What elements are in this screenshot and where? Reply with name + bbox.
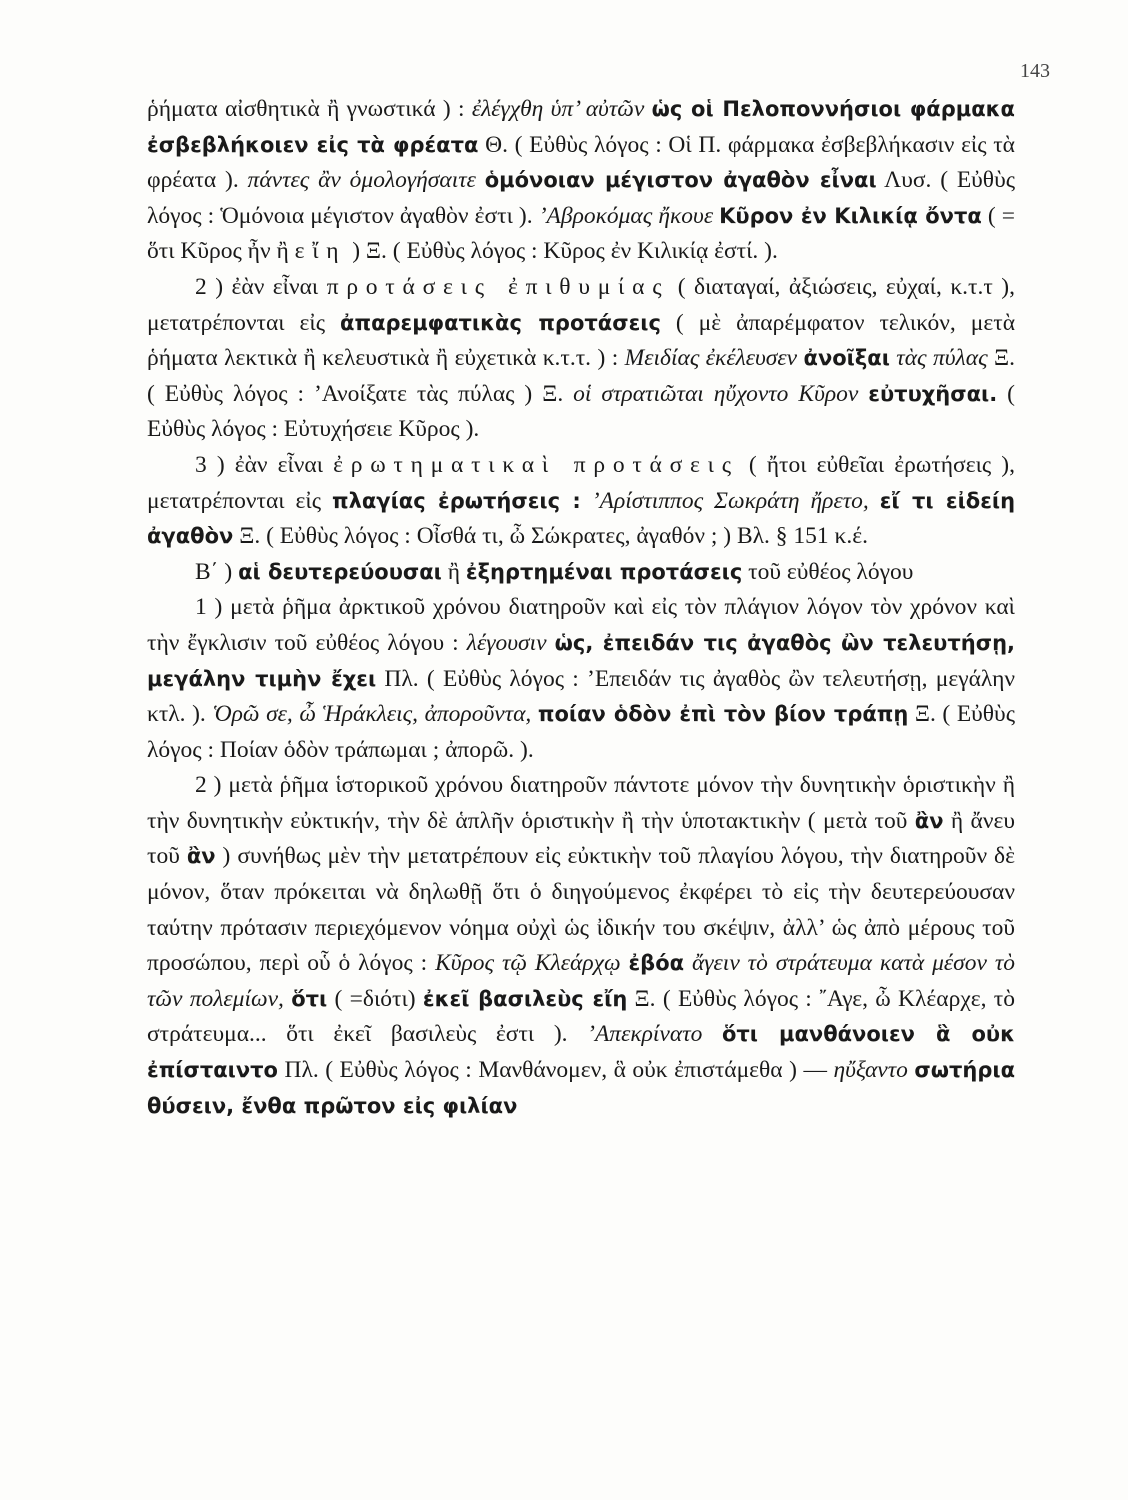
example-bold: ὁμόνοιαν μέγιστον ἀγαθὸν εἶναι bbox=[484, 168, 877, 193]
text-segment: Β΄ ) bbox=[195, 558, 239, 585]
text-segment bbox=[476, 167, 485, 193]
example-italic: ἄγειν τὸ στράτευμα κατὰ μέσον τὸ τῶν πολεμίων, bbox=[147, 950, 1016, 1012]
text-segment: ) Ξ. ( Εὐθὺς λόγος : Κῦρος ἐν Κιλικίᾳ ἐστί. ). bbox=[346, 238, 778, 265]
paragraph-historic-tense bbox=[147, 768, 1015, 1124]
text-segment bbox=[858, 381, 868, 407]
text-segment: ἢ bbox=[441, 558, 466, 585]
term-bold: ἂν bbox=[186, 844, 216, 869]
example-bold: εἴ τι εἰδείη ἀγαθὸν bbox=[147, 488, 1016, 549]
term-bold: πλαγίας ἐρωτήσεις : bbox=[331, 488, 581, 513]
example-bold: Κῦρον ἐν Κιλικίᾳ ὄντα bbox=[719, 203, 982, 228]
text-segment: τοῦ εὐθέος λόγου bbox=[742, 558, 914, 585]
example-bold: σωτήρια θύσειν, ἔνθα πρῶτον εἰς φιλίαν bbox=[147, 1058, 1015, 1118]
example-bold: ἀνοῖξαι bbox=[803, 346, 890, 371]
example-italic: πάντες ἂν ὁμολογήσαιτε bbox=[247, 167, 476, 194]
term-bold: ἐξηρτημέναι προτάσεις bbox=[465, 559, 743, 584]
text-segment: Θ. ( Εὐθὺς λόγος : Οἱ Π. φάρμακα ἐσβεβλήκασιν εἰς τὰ φρέατα ). bbox=[147, 131, 1015, 194]
example-bold: ποίαν ὁδὸν ἐπὶ τὸν βίον τράπῃ bbox=[537, 702, 909, 727]
example-bold: ὡς, ἐπειδάν τις ἀγαθὸς ὢν τελευτήσῃ, μεγάλην τιμὴν ἔχει bbox=[147, 630, 1015, 691]
paragraph-interrogative-clauses bbox=[147, 448, 1015, 555]
text-segment: Ξ. ( Εὐθὺς λόγος : ’Ανοίξατε τὰς πύλας ) Ξ. bbox=[147, 345, 1016, 407]
text-segment: ( = ὅτι Κῦρος ἦν ἢ bbox=[147, 202, 1015, 265]
example-bold: ὅτι μανθάνοιεν ἃ οὐκ ἐπίσταιντο bbox=[147, 1022, 1015, 1083]
example-italic: ’Αρίστιππος Σωκράτη ἤρετο, bbox=[591, 487, 869, 514]
text-segment: Ξ. ( Εὐθὺς λόγος : Ποίαν ὁδὸν τράπωμαι ; ἀπορῶ. ). bbox=[147, 701, 1016, 763]
spaced-text: εἴη bbox=[294, 238, 347, 265]
paragraph-primary-tense bbox=[147, 590, 1015, 768]
term-bold: αἱ δευτερεύουσαι bbox=[238, 559, 442, 584]
text-segment: 2 ) ἐὰν εἶναι bbox=[195, 273, 327, 300]
text-segment: ( διαταγαί, ἀξιώσεις, εὐχαί, κ.τ.τ ), μετατρέπονται εἰς bbox=[147, 273, 1015, 336]
example-italic: ηὔξαντο bbox=[833, 1057, 908, 1084]
text-segment: ( =διότι) bbox=[327, 985, 423, 1012]
text-segment bbox=[581, 488, 592, 514]
example-bold: ἐκεῖ βασιλεὺς εἴη bbox=[422, 986, 628, 1011]
example-italic: ’Αβροκόμας ἤκουε bbox=[538, 202, 714, 229]
text-segment: ἢ ἄνευ τοῦ bbox=[147, 807, 1015, 870]
page-number: 143 bbox=[1020, 60, 1050, 82]
body-text bbox=[147, 92, 1015, 1124]
text-segment: ) συνήθως μὲν τὴν μετατρέπουν εἰς εὐκτικὴν τοῦ πλαγίου λόγου, τὴν διατηροῦν δὲ μόνον, ὅταν πρόκειται νὰ δηλωθῇ ὅτι ὁ διηγούμενος ἐκφέρει τὸ εἰς τὴν δευτερεύουσαν ταύτην πρότασιν περιεχόμενον νόημα οὐχὶ ὡς ἰδικήν του σκέψιν, ἀλλ’ ὡς ἀπὸ μέρους τοῦ προσώπου, περὶ οὗ ὁ λόγος : bbox=[147, 843, 1015, 977]
spaced-text: προτάσεις ἐπιθυμίας bbox=[326, 273, 670, 300]
text-segment bbox=[644, 96, 651, 122]
term-bold: ἀπαρεμφατικὰς προτάσεις bbox=[340, 310, 661, 335]
example-bold: ὡς οἱ Πελοποννήσιοι φάρμακα ἐσβεβλήκοιεν εἰς τὰ φρέατα bbox=[147, 97, 1015, 157]
text-segment bbox=[547, 630, 555, 656]
example-italic: ’Απεκρίνατο bbox=[587, 1021, 703, 1048]
text-segment: ( ἤτοι εὐθεῖαι ἐρωτήσεις ), μετατρέπονται εἰς bbox=[147, 451, 1015, 514]
text-segment: 1 ) μετὰ ῥῆμα ἀρκτικοῦ χρόνου διατηροῦν καὶ εἰς τὸν πλάγιον λόγον τὸν χρόνον καὶ τὴν ἔγκλισιν τοῦ εὐθέος λόγου : bbox=[147, 594, 1015, 656]
text-segment bbox=[684, 950, 692, 976]
text-segment: Λυσ. ( Εὐθὺς λόγος : Ὁμόνοια μέγιστον ἀγαθὸν ἐστι ). bbox=[147, 167, 1016, 229]
text-segment: Ξ. ( Εὐθὺς λόγος : ῎Αγε, ὦ Κλέαρχε, τὸ στράτευμα... ὅτι ἐκεῖ βασιλεὺς ἐστι ). bbox=[147, 985, 1015, 1048]
example-italic: οἱ στρατιῶται ηὔχοντο Κῦρον bbox=[573, 380, 859, 407]
example-bold: ἐβόα bbox=[628, 951, 685, 976]
text-segment: Πλ. ( Εὐθὺς λόγος : ’Επειδάν τις ἀγαθὸς ὢν τελευτήσῃ, μεγάλην κτλ. ). bbox=[147, 665, 1016, 728]
spaced-text: ἐρωτηματικαὶ προτάσεις bbox=[333, 451, 739, 478]
term-bold: ἂν bbox=[914, 808, 944, 833]
example-italic: τὰς πύλας bbox=[896, 345, 988, 372]
example-italic: ἐλέγχθη ὑπ’ αὐτῶν bbox=[471, 96, 645, 122]
section-heading-b bbox=[147, 555, 1015, 591]
paragraph-desire-clauses bbox=[147, 270, 1015, 448]
example-italic: Μειδίας ἐκέλευσεν bbox=[624, 345, 798, 372]
example-italic: Ὁρῶ σε, ὦ Ἡράκλεις, ἀποροῦντα, bbox=[212, 701, 532, 728]
paragraph-continued bbox=[147, 92, 1015, 270]
example-bold: ὅτι bbox=[291, 986, 328, 1011]
text-segment: ῥήματα αἰσθητικὰ ἢ γνωστικά ) : bbox=[147, 96, 472, 122]
text-segment: ( μὲ ἀπαρέμφατον τελικόν, μετὰ ῥήματα λεκτικὰ ἢ κελευστικὰ ἢ εὐχετικὰ κ.τ.τ. ) : bbox=[147, 309, 1016, 372]
text-segment: ( Εὐθὺς λόγος : Εὐτυχήσειε Κῦρος ). bbox=[147, 380, 1015, 443]
text-segment: 3 ) ἐὰν εἶναι bbox=[195, 451, 334, 478]
text-segment: Ξ. ( Εὐθὺς λόγος : Οἶσθά τι, ὦ Σώκρατες, ἀγαθόν ; ) Βλ. § 151 κ.έ. bbox=[233, 523, 869, 550]
text-segment: 2 ) μετὰ ῥῆμα ἱστορικοῦ χρόνου διατηροῦν πάντοτε μόνον τὴν δυνητικὴν ὁριστικὴν ἢ τὴν δυνητικὴν εὐκτικήν, τὴν δὲ ἁπλῆν ὁριστικὴν ἢ τὴν ὑποτακτικὴν ( μετὰ τοῦ bbox=[147, 772, 1015, 834]
example-italic: λέγουσιν bbox=[466, 629, 547, 656]
text-segment bbox=[869, 488, 880, 514]
example-italic: Κῦρος τῷ Κλεάρχῳ bbox=[435, 950, 621, 977]
example-bold: εὐτυχῆσαι. bbox=[868, 381, 998, 406]
text-segment bbox=[702, 1021, 722, 1047]
text-segment: Πλ. ( Εὐθὺς λόγος : Μανθάνομεν, ἃ οὐκ ἐπιστάμεθα ) — bbox=[277, 1057, 834, 1084]
